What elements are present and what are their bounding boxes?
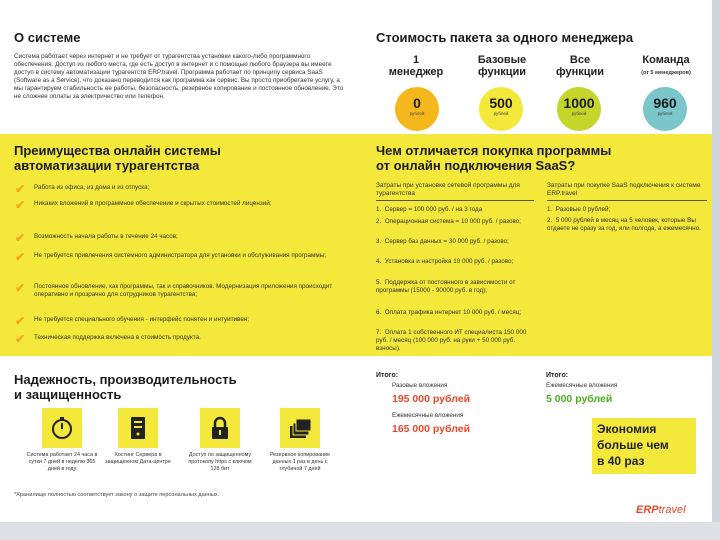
saas-left-item-1: 1. Сервер = 100 000 руб. / на 3 года xyxy=(376,206,483,213)
price-circle-4 xyxy=(643,87,687,131)
totals-right-monthly-value: 5 000 рублей xyxy=(546,393,613,405)
advantages-title-text: Преимущества онлайн системы автоматизации турагентства xyxy=(14,143,221,173)
reliability-title-1: Надежность, производительность xyxy=(14,372,237,387)
saas-left-item-6-text: Оплата трафика интернет 10 000 руб. / месяц; xyxy=(384,309,522,316)
saas-title xyxy=(376,143,626,173)
lock-icon xyxy=(208,416,232,440)
price-col-3-label: Все функции xyxy=(555,54,605,78)
saas-left-item-1-text: Сервер = 100 000 руб. / на 3 года xyxy=(384,206,483,213)
price-2-value: 500 xyxy=(489,95,513,111)
saas-left-item-2: 2. Операционная система = 10 000 руб. / разово; xyxy=(376,218,522,225)
reliability-title-2: и защищенность xyxy=(14,387,122,402)
about-title: О системе xyxy=(14,30,81,45)
reliability-icon-3 xyxy=(200,408,240,448)
totals-left-once-label: Разовые вложения xyxy=(392,382,448,389)
savings-line-3: в 40 раз xyxy=(597,454,645,468)
reliability-caption-1: Система работает 24 часа в сутки 7 дней в неделю 365 дней в году xyxy=(26,452,98,472)
about-text: Система работает через интернет и не требует от турагентства установки какого-либо программного обеспечения. Доступ из любого места, где есть доступ в интернет и с помощью любого браузера вы имеете доступ в систему автоматизации турагентств ERP.travel. Программа работает по принципу сервиса SaaS (Software as a Service), что доказано переводится как программа как сервис. Вы просто приобретаете услугу, а мы гарантируем стабильность ее работы, безопасность, резервное копирование и постоянное обновление. Это не сложнее оплаты за электричество или телефон. xyxy=(14,53,344,100)
reliability-icon-1 xyxy=(42,408,82,448)
price-col-1-label: 1 менеджер xyxy=(388,54,444,78)
savings-line-1: Экономия xyxy=(597,422,657,436)
price-1-unit: рублей xyxy=(409,111,425,116)
reliability-caption-4: Резервное копирование данных 1 раз в день с глубиной 7 дней xyxy=(269,452,331,472)
totals-right-label: Итого: xyxy=(546,372,569,379)
vertical-scrollbar[interactable] xyxy=(712,0,720,522)
pricing-title: Стоимость пакета за одного менеджера xyxy=(376,30,634,45)
price-4-unit: рублей xyxy=(657,111,673,116)
advantage-item-4: Не требуется привлечения системного администратора для установки и обслуживания программы; xyxy=(34,252,326,259)
totals-left-monthly-label: Ежемесячные вложения xyxy=(392,412,464,419)
logo-travel: travel xyxy=(658,504,686,516)
check-icon: ✔ xyxy=(15,231,26,245)
price-col-2-label: Базовые функции xyxy=(477,54,527,78)
advantages-title xyxy=(14,143,264,173)
totals-left-monthly-value: 165 000 рублей xyxy=(392,423,471,435)
advantage-item-7: Техническая поддержка включена в стоимость продукта. xyxy=(34,334,201,341)
saas-right-item-1: 1. Разовые 0 рублей; xyxy=(547,206,611,213)
price-circle-2 xyxy=(479,87,523,131)
footnote: *Хранилище полностью соответствует закону о защите персональных данных. xyxy=(14,492,220,498)
price-2-unit: рублей xyxy=(493,111,509,116)
reliability-caption-3: Доступ по защищенному протоколу https с ключом 128 бит xyxy=(188,452,252,472)
totals-right-monthly-label: Ежемесячные вложения xyxy=(546,382,618,389)
savings-box xyxy=(592,418,696,474)
advantage-item-5: Постоянное обновление, как программы, так и справочников. Модернизация приложения происходит оперативно и прозрачно для сотрудников турагентства; xyxy=(34,283,333,298)
check-icon: ✔ xyxy=(15,314,26,328)
savings-line-2: больше чем xyxy=(597,438,669,452)
saas-left-item-5: 5. Поддержка от постоянного в зависимости от программы (15000 - 90000 руб. в год); xyxy=(376,279,516,294)
saas-left-item-5-text: Поддержка от постоянного в зависимости от программы (15000 - 90000 руб. в год); xyxy=(376,279,516,294)
reliability-icon-2 xyxy=(118,408,158,448)
price-col-4-label: Команда xyxy=(642,54,690,66)
advantage-item-1: Работа из офиса, из дома и из отпуска; xyxy=(34,184,150,191)
saas-left-item-2-text: Операционная система = 10 000 руб. / разово; xyxy=(384,218,522,225)
saas-right-item-1-text: Разовые 0 рублей; xyxy=(555,206,611,213)
reliability-icon-4 xyxy=(280,408,320,448)
saas-right-header: Затраты при покупке SaaS подключения к системе ERP.travel xyxy=(547,182,707,201)
saas-left-item-7: 7. Оплата 1 собственного ИТ специалиста 150 000 руб. / месяц (100 000 руб. на руки + 50 000 руб. взносы). xyxy=(376,329,527,352)
backup-icon xyxy=(288,416,312,440)
logo-erp: ERP xyxy=(636,504,659,516)
stopwatch-icon xyxy=(50,416,74,440)
price-3-value: 1000 xyxy=(563,95,595,111)
saas-left-item-3: 3. Сервер баз данных = 30 000 руб. / разово; xyxy=(376,238,509,245)
saas-left-item-6: 6. Оплата трафика интернет 10 000 руб. / месяц; xyxy=(376,309,522,316)
price-3-unit: рублей xyxy=(571,111,587,116)
saas-left-item-3-text: Сервер баз данных = 30 000 руб. / разово; xyxy=(384,238,509,245)
saas-left-header: Затраты при установке сетевой программы для турагентства xyxy=(376,182,534,201)
totals-left-label: Итого: xyxy=(376,372,399,379)
advantage-item-3: Возможность начала работы в течение 24 часов; xyxy=(34,233,178,240)
saas-left-item-4: 4. Установка и настройка 10 000 руб. / разово; xyxy=(376,258,514,265)
server-icon xyxy=(126,416,150,440)
totals-left-once-value: 195 000 рублей xyxy=(392,393,471,405)
advantage-item-2: Никаких вложений в программное обеспечение и скрытых стоимостей лицензий; xyxy=(34,200,272,207)
bottom-bar xyxy=(0,522,720,540)
price-1-value: 0 xyxy=(413,95,421,111)
check-icon: ✔ xyxy=(15,198,26,212)
price-4-value: 960 xyxy=(653,95,677,111)
check-icon: ✔ xyxy=(15,250,26,264)
saas-left-item-4-text: Установка и настройка 10 000 руб. / разово; xyxy=(384,258,514,265)
check-icon: ✔ xyxy=(15,332,26,346)
check-icon: ✔ xyxy=(15,182,26,196)
saas-left-item-7-text: Оплата 1 собственного ИТ специалиста 150 000 руб. / месяц (100 000 руб. на руки + 50 000 руб. взносы). xyxy=(376,329,527,352)
saas-right-item-2-text: 5 000 рублей в месяц на 5 человек, которые Вы отдаете не сразу за год, или полгода, а ежемесячно. xyxy=(547,217,701,232)
price-col-4-sublabel: (от 5 менеджеров) xyxy=(641,70,691,76)
saas-right-item-2: 2. 5 000 рублей в месяц на 5 человек, которые Вы отдаете не сразу за год, или полгода, а ежемесячно. xyxy=(547,217,701,232)
price-circle-3 xyxy=(557,87,601,131)
reliability-caption-2: Хостинг Сервера в защищенном Дата-центре xyxy=(105,452,171,465)
advantage-item-6: Не требуется специального обучения - интерфейс понятен и интуитивен; xyxy=(34,316,250,323)
check-icon: ✔ xyxy=(15,281,26,295)
price-circle-1 xyxy=(395,87,439,131)
saas-title-text: Чем отличается покупка программы от онлайн подключения SaaS? xyxy=(376,143,612,173)
erp-travel-logo xyxy=(636,504,686,516)
